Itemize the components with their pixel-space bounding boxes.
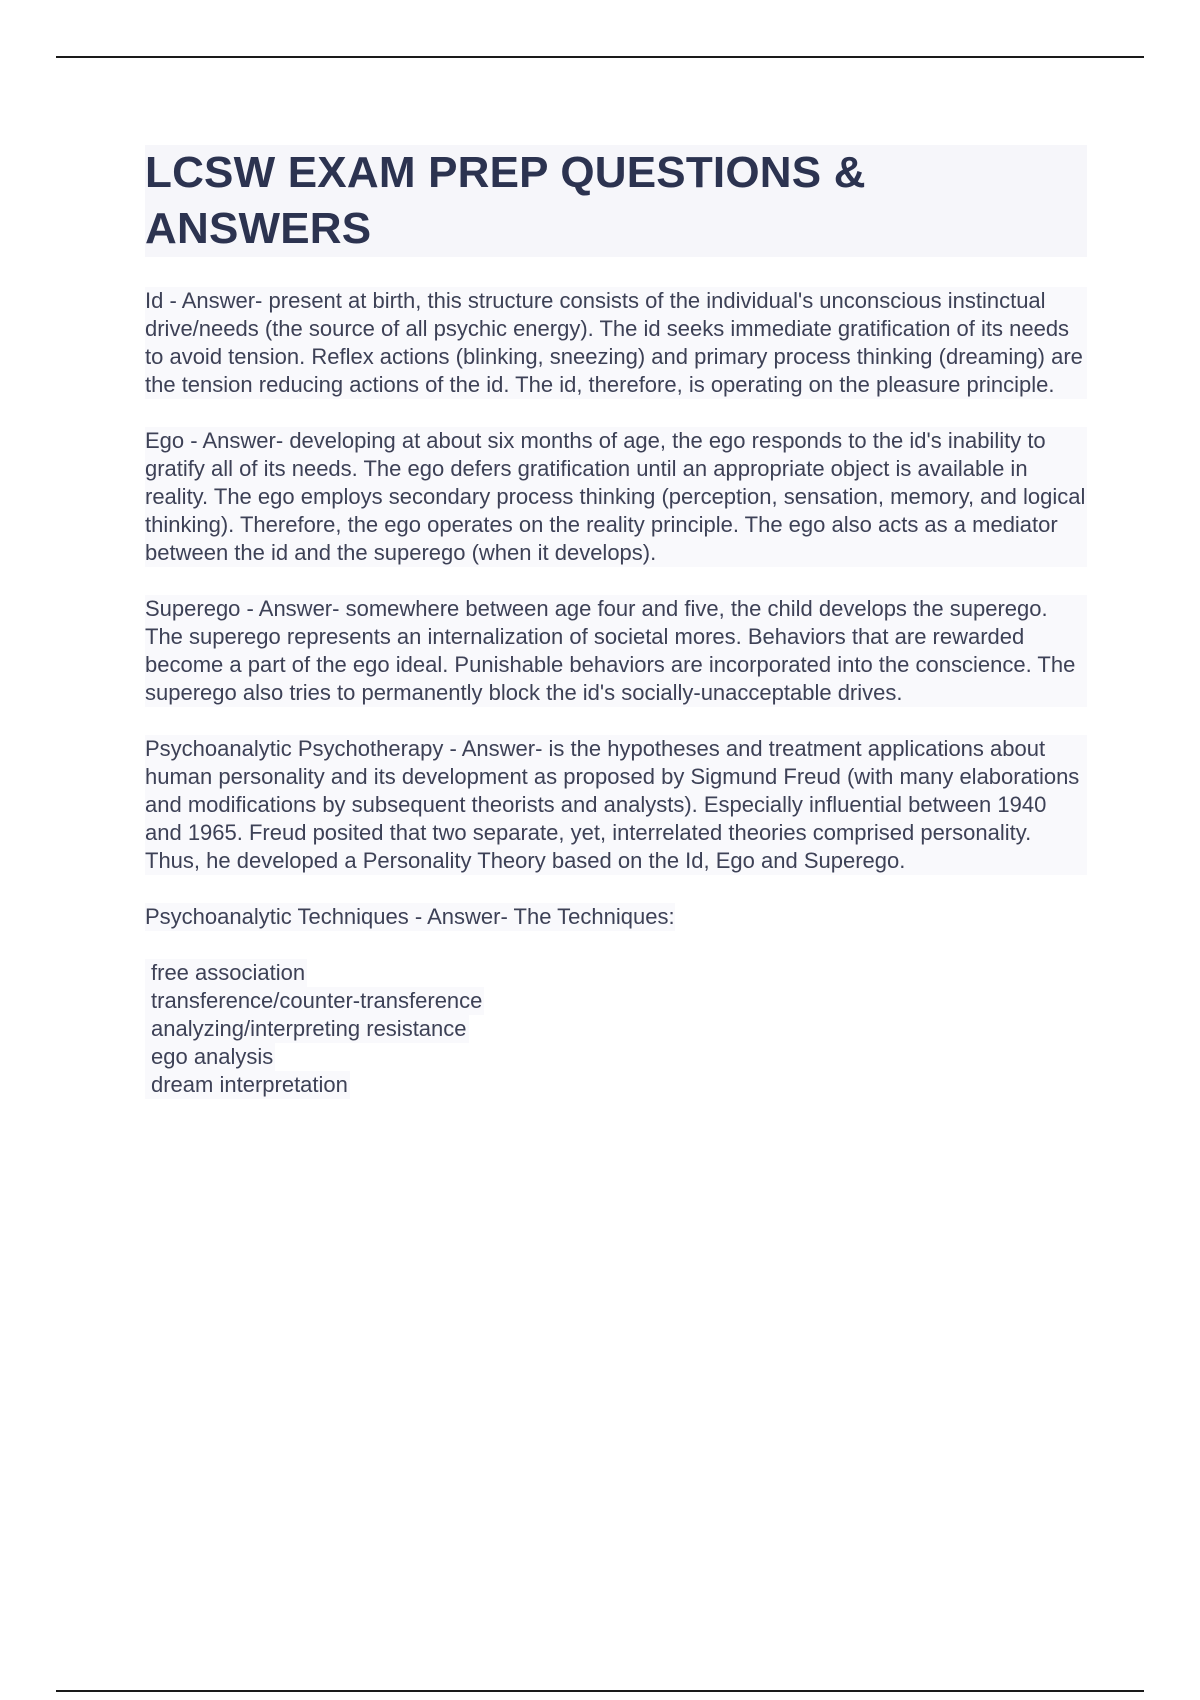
list-item: [145, 987, 1087, 1015]
qa-answer-label: Answer-: [202, 428, 284, 453]
techniques-list: [145, 959, 1087, 1099]
qa-answer-label: Answer-: [461, 736, 543, 761]
qa-entry-psychoanalytic-techniques: [145, 903, 1087, 1099]
qa-term: Id -: [145, 288, 182, 313]
technique-label: analyzing/interpreting resistance: [145, 1015, 469, 1043]
qa-term: Psychoanalytic Techniques -: [145, 904, 427, 929]
qa-answer: somewhere between age four and five, the child develops the superego. The superego represents an internalization of societal mores. Behaviors that are rewarded become a part of the ego ideal. Punishable behaviors are incorporated into the conscience. The superego also tries to permanently block the id's socially-unacceptable drives.: [145, 596, 1076, 705]
qa-entry-id: [145, 287, 1087, 399]
list-item: [145, 959, 1087, 987]
technique-label: dream interpretation: [145, 1071, 350, 1099]
qa-answer-label: Answer-: [258, 596, 340, 621]
qa-term: Ego -: [145, 428, 203, 453]
qa-term: Superego -: [145, 596, 259, 621]
list-item: [145, 1043, 1087, 1071]
footer-divider: [56, 1690, 1144, 1692]
qa-answer: is the hypotheses and treatment applications about human personality and its development as proposed by Sigmund Freud (with many elaborations and modifications by subsequent theorists and analysts). Especially influential between 1940 and 1965. Freud posited that two separate, yet, interrelated theories comprised personality. Thus, he developed a Personality Theory based on the Id, Ego and Superego.: [145, 736, 1080, 873]
qa-answer: The Techniques:: [513, 904, 675, 929]
document-title: LCSW EXAM PREP QUESTIONS & ANSWERS: [145, 145, 1087, 257]
document-body: [145, 145, 1087, 1099]
qa-answer-label: Answer-: [181, 288, 263, 313]
qa-intro: [145, 903, 675, 931]
qa-entry-superego: [145, 595, 1087, 707]
header-divider: [56, 56, 1144, 58]
qa-entry-psychoanalytic-psychotherapy: [145, 735, 1087, 875]
technique-label: free association: [145, 959, 307, 987]
technique-label: transference/counter-transference: [145, 987, 484, 1015]
list-item: [145, 1071, 1087, 1099]
qa-answer-label: Answer-: [427, 904, 508, 929]
qa-answer: present at birth, this structure consists of the individual's unconscious instinctual drive/needs (the source of all psychic energy). The id seeks immediate gratification of its needs to avoid tension. Reflex actions (blinking, sneezing) and primary process thinking (dreaming) are the tension reducing actions of the id. The id, therefore, is operating on the pleasure principle.: [145, 288, 1083, 397]
qa-entry-ego: [145, 427, 1087, 567]
list-item: [145, 1015, 1087, 1043]
qa-answer: developing at about six months of age, the ego responds to the id's inability to gratify all of its needs. The ego defers gratification until an appropriate object is available in reality. The ego employs secondary process thinking (perception, sensation, memory, and logical thinking). Therefore, the ego operates on the reality principle. The ego also acts as a mediator between the id and the superego (when it develops).: [145, 428, 1086, 565]
qa-term: Psychoanalytic Psychotherapy -: [145, 736, 462, 761]
technique-label: ego analysis: [145, 1043, 275, 1071]
